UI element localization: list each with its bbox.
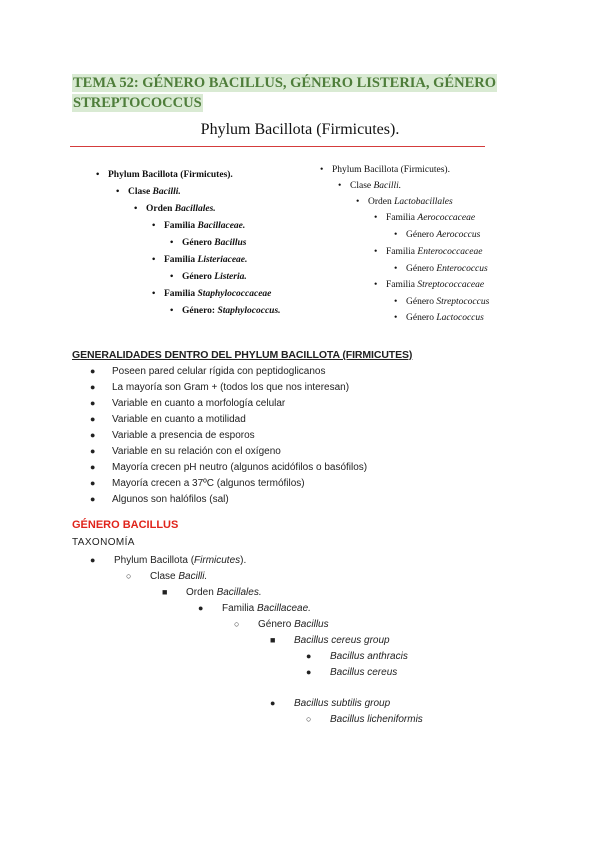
fig-right-item: • Familia Aerococcaceae: [374, 213, 476, 223]
list-item: ● Mayoría crecen pH neutro (algunos acidófilos o basófilos): [90, 462, 368, 473]
fig-left-item: • Género: Staphylococcus.: [170, 306, 281, 316]
figure-divider: [70, 146, 485, 147]
tax-item: ● Bacillus anthracis: [306, 651, 408, 662]
tax-item: ■ Bacillus cereus group: [270, 635, 390, 646]
tax-item: ● Bacillus subtilis group: [270, 698, 391, 709]
fig-left-item: • Género Bacillus: [170, 238, 247, 248]
list-item: ● Variable en cuanto a motilidad: [90, 414, 246, 425]
generalities-heading: GENERALIDADES DENTRO DEL PHYLUM BACILLOTA (FIRMICUTES): [72, 349, 413, 361]
fig-right-item: • Clase Bacilli.: [338, 181, 402, 191]
taxonomy-label: TAXONOMÍA: [72, 537, 135, 548]
fig-left-item: • Clase Bacilli.: [116, 187, 181, 197]
fig-right-item: • Género Enterococcus: [394, 264, 488, 274]
tax-item: ○ Clase Bacilli.: [126, 571, 208, 582]
fig-right-item: • Género Streptococcus: [394, 297, 490, 307]
list-item: ● Algunos son halófilos (sal): [90, 494, 229, 505]
fig-left-item: • Familia Listeriaceae.: [152, 255, 248, 265]
page-title-line-2: STREPTOCOCCUS: [73, 95, 202, 111]
tax-item: ■ Orden Bacillales.: [162, 587, 262, 598]
list-item: ● Variable a presencia de esporos: [90, 430, 255, 441]
figure-title: Phylum Bacillota (Firmicutes).: [200, 121, 400, 138]
list-item: ● La mayoría son Gram + (todos los que nos interesan): [90, 382, 350, 393]
fig-left-item: • Familia Bacillaceae.: [152, 221, 246, 231]
tax-item: ○ Género Bacillus: [234, 619, 329, 630]
fig-right-item: • Phylum Bacillota (Firmicutes).: [320, 165, 450, 175]
tax-item: ● Bacillus cereus: [306, 667, 398, 678]
fig-left-item: • Familia Staphylococcaceae: [152, 289, 272, 299]
bacillus-heading: GÉNERO BACILLUS: [72, 519, 179, 531]
list-item: ● Mayoría crecen a 37ºC (algunos termófilos): [90, 478, 305, 489]
tax-item: ● Familia Bacillaceae.: [198, 603, 311, 614]
tax-item: ● Phylum Bacillota (Firmicutes).: [90, 555, 247, 566]
fig-left-item: • Phylum Bacillota (Firmicutes).: [96, 170, 233, 180]
fig-left-item: • Género Listeria.: [170, 272, 247, 282]
tax-item: ○ Bacillus licheniformis: [306, 714, 423, 725]
fig-right-item: • Orden Lactobacillales: [356, 197, 453, 207]
fig-right-item: • Género Lactococcus: [394, 313, 484, 323]
fig-left-item: • Orden Bacillales.: [134, 204, 216, 214]
list-item: ● Variable en cuanto a morfología celular: [90, 398, 286, 409]
page-title-line-1: TEMA 52: GÉNERO BACILLUS, GÉNERO LISTERIA, GÉNERO: [73, 75, 496, 91]
list-item: ● Poseen pared celular rígida con peptidoglicanos: [90, 366, 326, 377]
fig-right-item: • Género Aerococcus: [394, 230, 481, 240]
fig-right-item: • Familia Streptococcaceae: [374, 280, 485, 290]
list-item: ● Variable en su relación con el oxígeno: [90, 446, 281, 457]
fig-right-item: • Familia Enterococcaceae: [374, 247, 483, 257]
